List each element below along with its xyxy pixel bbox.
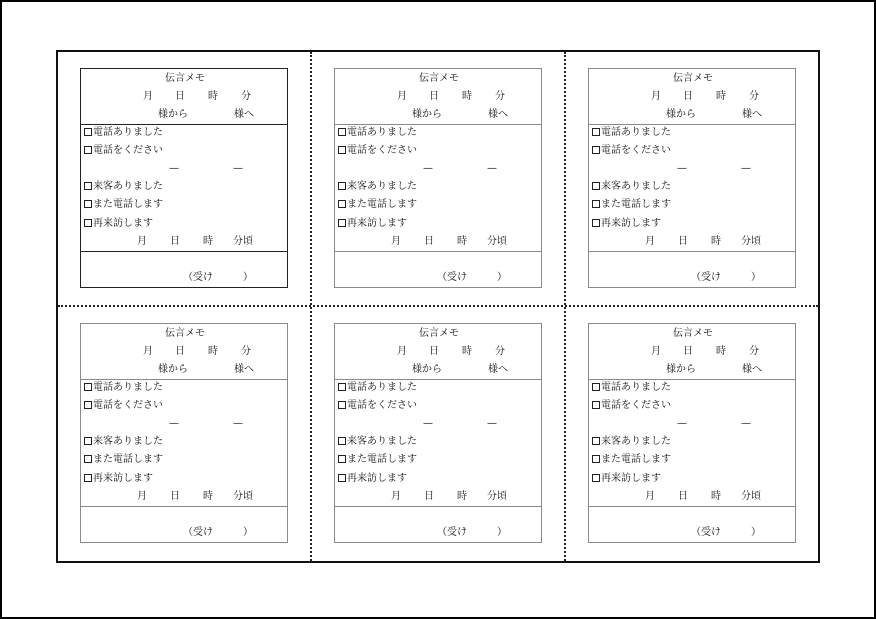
phone-dash-1: — [677,163,687,174]
option-will-call-again [84,454,163,466]
from-label: 様から [158,109,188,120]
date-hour-label: 時 [208,346,218,357]
footer-divider [335,251,541,252]
option-called [84,382,163,394]
checkbox-icon[interactable] [592,474,600,482]
received-by-label: （受け ） [691,272,761,283]
option-label: 再来訪します [601,473,661,484]
visit-month-label: 月 [645,491,655,502]
option-label: 電話ありました [347,127,417,138]
checkbox-icon[interactable] [338,182,346,190]
to-label: 様へ [234,364,254,375]
date-day-label: 日 [683,91,693,102]
date-minute-label: 分 [749,346,759,357]
visit-day-label: 日 [424,236,434,247]
from-label: 様から [158,364,188,375]
option-please-call [84,145,163,157]
date-minute-label: 分 [749,91,759,102]
option-called [592,382,671,394]
option-label: 電話をください [347,145,417,156]
date-minute-label: 分 [241,91,251,102]
option-label: 電話ありました [601,127,671,138]
option-visitor [84,181,163,193]
checkbox-icon[interactable] [592,200,600,208]
checkbox-icon[interactable] [84,200,92,208]
date-month-label: 月 [397,346,407,357]
from-label: 様から [412,109,442,120]
phone-dash-2: — [487,163,497,174]
option-please-call [338,400,417,412]
option-will-visit-again [592,473,661,485]
option-called [84,127,163,139]
checkbox-icon[interactable] [338,455,346,463]
visit-hour-label: 時 [711,236,721,247]
from-label: 様から [666,109,696,120]
received-by-label: （受け ） [437,272,507,283]
visit-month-label: 月 [391,236,401,247]
checkbox-icon[interactable] [338,383,346,391]
footer-divider [589,506,795,507]
phone-dash-1: — [677,418,687,429]
option-label: 再来訪します [601,218,661,229]
date-month-label: 月 [143,346,153,357]
option-called [592,127,671,139]
option-please-call [592,400,671,412]
checkbox-icon[interactable] [84,219,92,227]
from-label: 様から [666,364,696,375]
checkbox-icon[interactable] [84,474,92,482]
checkbox-icon[interactable] [592,383,600,391]
date-month-label: 月 [651,346,661,357]
date-hour-label: 時 [462,91,472,102]
date-day-label: 日 [429,346,439,357]
option-label: 電話ありました [601,382,671,393]
checkbox-icon[interactable] [84,455,92,463]
message-memo-card [80,68,288,288]
phone-dash-2: — [233,418,243,429]
option-label: 来客ありました [601,181,671,192]
memo-title: 伝言メモ [165,73,205,84]
date-day-label: 日 [429,91,439,102]
option-please-call [592,145,671,157]
option-label: 電話ありました [93,127,163,138]
checkbox-icon[interactable] [338,146,346,154]
option-will-call-again [592,454,671,466]
option-will-call-again [338,454,417,466]
checkbox-icon[interactable] [338,200,346,208]
phone-dash-2: — [233,163,243,174]
memo-title: 伝言メモ [673,328,713,339]
option-label: 再来訪します [93,218,153,229]
option-label: 電話ありました [347,382,417,393]
visit-month-label: 月 [137,236,147,247]
received-by-label: （受け ） [691,527,761,538]
option-label: 来客ありました [93,436,163,447]
option-label: 再来訪します [347,218,407,229]
header-divider [335,379,541,380]
checkbox-icon[interactable] [338,401,346,409]
date-hour-label: 時 [716,91,726,102]
date-day-label: 日 [175,91,185,102]
option-label: また電話します [93,454,163,465]
phone-dash-2: — [741,418,751,429]
to-label: 様へ [742,109,762,120]
checkbox-icon[interactable] [84,128,92,136]
visit-hour-label: 時 [203,491,213,502]
header-divider [335,124,541,125]
memo-title: 伝言メモ [165,328,205,339]
visit-day-label: 日 [170,236,180,247]
message-memo-card [588,323,796,543]
visit-month-label: 月 [645,236,655,247]
received-by-label: （受け ） [183,272,253,283]
option-label: また電話します [347,199,417,210]
checkbox-icon[interactable] [338,128,346,136]
option-label: また電話します [601,454,671,465]
memo-title: 伝言メモ [419,73,459,84]
option-visitor [338,181,417,193]
received-by-label: （受け ） [183,527,253,538]
date-hour-label: 時 [462,346,472,357]
phone-dash-2: — [487,418,497,429]
option-label: 来客ありました [347,436,417,447]
date-month-label: 月 [397,91,407,102]
option-label: 電話をください [601,400,671,411]
visit-minute-label: 分頃 [741,491,761,502]
visit-hour-label: 時 [457,491,467,502]
date-hour-label: 時 [208,91,218,102]
option-label: また電話します [601,199,671,210]
from-label: 様から [412,364,442,375]
checkbox-icon[interactable] [592,182,600,190]
option-will-call-again [592,199,671,211]
option-visitor [84,436,163,448]
option-will-visit-again [592,218,661,230]
option-will-visit-again [338,218,407,230]
visit-hour-label: 時 [711,491,721,502]
footer-divider [589,251,795,252]
to-label: 様へ [742,364,762,375]
header-divider [81,124,287,125]
footer-divider [81,506,287,507]
checkbox-icon[interactable] [84,383,92,391]
option-label: 電話をください [601,145,671,156]
option-label: 来客ありました [601,436,671,447]
option-label: 電話をください [93,145,163,156]
message-memo-card [334,323,542,543]
checkbox-icon[interactable] [592,128,600,136]
footer-divider [335,506,541,507]
option-please-call [338,145,417,157]
option-please-call [84,400,163,412]
checkbox-icon[interactable] [84,146,92,154]
checkbox-icon[interactable] [592,219,600,227]
phone-dash-1: — [169,163,179,174]
option-visitor [592,436,671,448]
option-will-call-again [84,199,163,211]
visit-month-label: 月 [391,491,401,502]
to-label: 様へ [488,109,508,120]
checkbox-icon[interactable] [338,219,346,227]
date-hour-label: 時 [716,346,726,357]
date-minute-label: 分 [495,346,505,357]
received-by-label: （受け ） [437,527,507,538]
memo-title: 伝言メモ [673,73,713,84]
visit-minute-label: 分頃 [233,236,253,247]
header-divider [81,379,287,380]
date-month-label: 月 [651,91,661,102]
option-label: 来客ありました [93,181,163,192]
message-memo-card [588,68,796,288]
phone-dash-2: — [741,163,751,174]
option-label: 再来訪します [347,473,407,484]
footer-divider [81,251,287,252]
option-will-visit-again [84,218,153,230]
horizontal-cut-line [58,305,818,307]
checkbox-icon[interactable] [592,437,600,445]
option-visitor [338,436,417,448]
visit-month-label: 月 [137,491,147,502]
checkbox-icon[interactable] [84,401,92,409]
checkbox-icon[interactable] [84,437,92,445]
option-label: また電話します [347,454,417,465]
option-label: 電話をください [93,400,163,411]
option-visitor [592,181,671,193]
to-label: 様へ [488,364,508,375]
phone-dash-1: — [423,418,433,429]
option-label: 来客ありました [347,181,417,192]
option-will-visit-again [338,473,407,485]
checkbox-icon[interactable] [338,437,346,445]
option-will-call-again [338,199,417,211]
visit-day-label: 日 [170,491,180,502]
visit-hour-label: 時 [203,236,213,247]
option-label: また電話します [93,199,163,210]
visit-minute-label: 分頃 [233,491,253,502]
checkbox-icon[interactable] [84,182,92,190]
visit-minute-label: 分頃 [487,491,507,502]
visit-day-label: 日 [678,491,688,502]
date-day-label: 日 [175,346,185,357]
checkbox-icon[interactable] [592,401,600,409]
checkbox-icon[interactable] [592,146,600,154]
memo-title: 伝言メモ [419,328,459,339]
date-month-label: 月 [143,91,153,102]
to-label: 様へ [234,109,254,120]
checkbox-icon[interactable] [592,455,600,463]
visit-day-label: 日 [678,236,688,247]
checkbox-icon[interactable] [338,474,346,482]
message-memo-card [80,323,288,543]
phone-dash-1: — [423,163,433,174]
visit-minute-label: 分頃 [487,236,507,247]
visit-day-label: 日 [424,491,434,502]
header-divider [589,124,795,125]
message-memo-card [334,68,542,288]
visit-hour-label: 時 [457,236,467,247]
date-day-label: 日 [683,346,693,357]
visit-minute-label: 分頃 [741,236,761,247]
option-label: 電話をください [347,400,417,411]
date-minute-label: 分 [495,91,505,102]
date-minute-label: 分 [241,346,251,357]
option-called [338,382,417,394]
option-label: 電話ありました [93,382,163,393]
phone-dash-1: — [169,418,179,429]
header-divider [589,379,795,380]
option-will-visit-again [84,473,153,485]
option-called [338,127,417,139]
option-label: 再来訪します [93,473,153,484]
